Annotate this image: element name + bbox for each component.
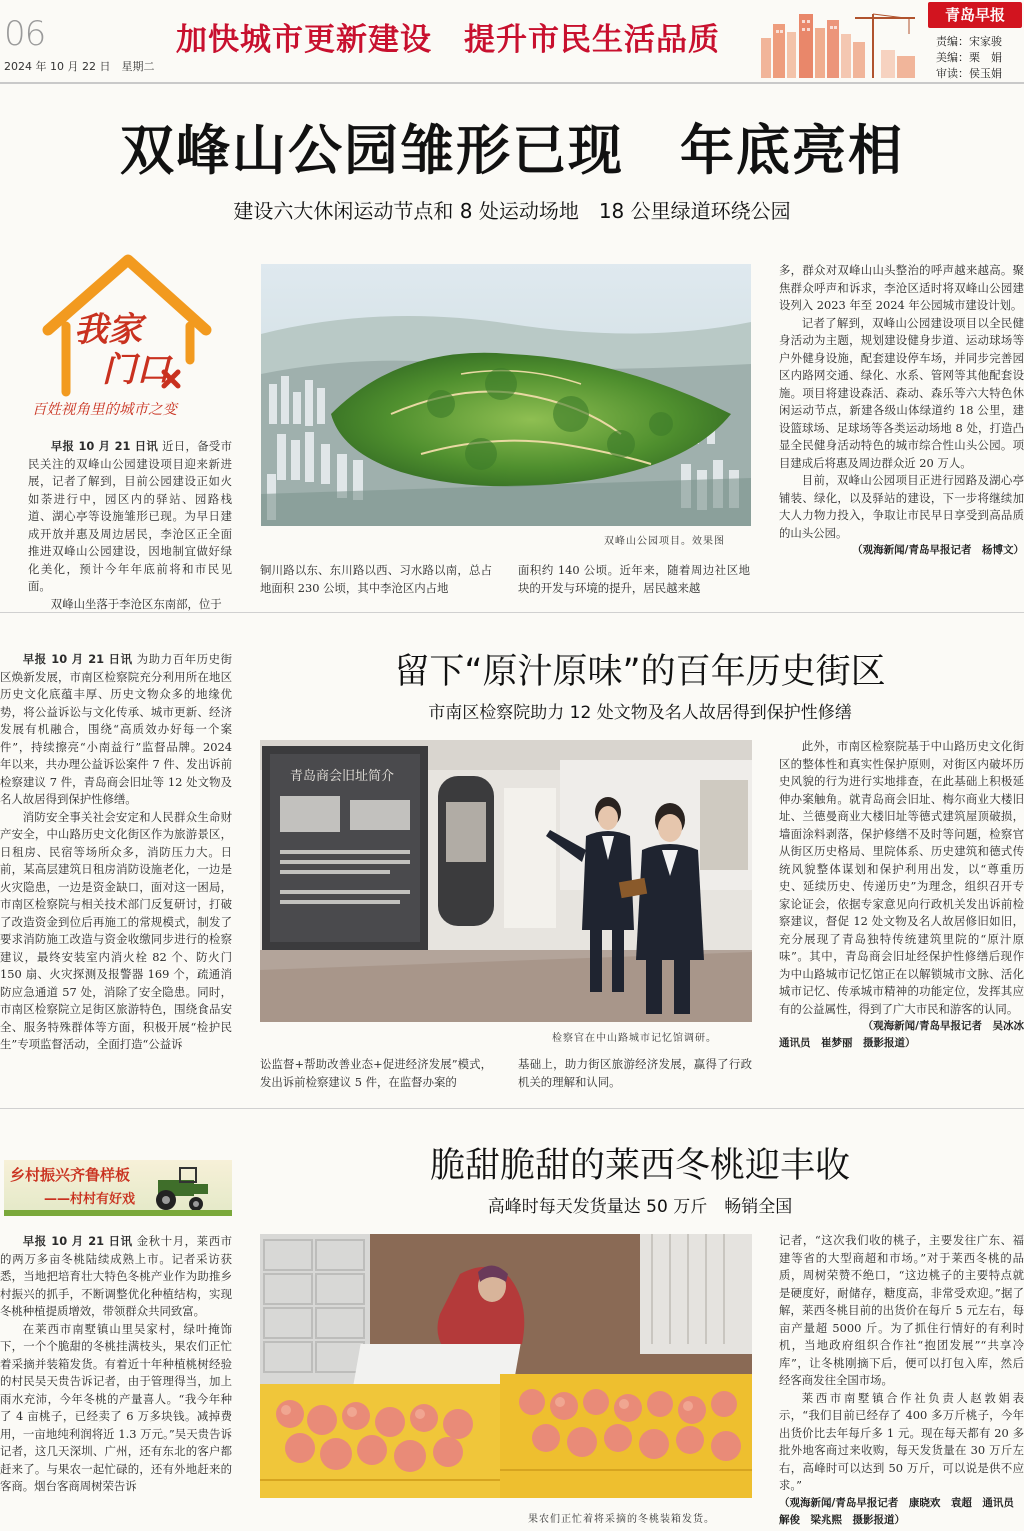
article1-column-1	[28, 438, 232, 613]
header-divider	[0, 82, 1024, 84]
article1-column-4	[779, 262, 1024, 559]
page-number: 06	[4, 14, 46, 54]
paragraph: 基础上，助力街区旅游经济发展，赢得了行政机关的理解和认同。	[518, 1057, 752, 1089]
paragraph: 此外，市南区检察院基于中山路历史文化街区的整体性和真实性保护原则，对街区内破坏历史风貌的行为进行实地排查，在此基础上积极延伸办案触角。就青岛商会旧址、梅尔商业大楼旧址、兰德曼商业大楼旧址等德式建筑屋顶破损，墙面涂料剥落，保护修缮不及时等问题，检察官从街区历史格局、里院体系、历史建筑和德式传统风貌整体谋划和保护利用出发，以“尊重历史、延续历史、传递历史”为理念，组织召开专家论证会，依据专家意见向行政机关发出诉前检察建议，督促 12 处文物及名人故居修旧如旧，充分展现了青岛独特传统建筑里院的“原汁原味”。其中，青岛商会旧址经保护性修缮后现作为中山路城市记忆馆正在以解锁城市文脉、活化城市记忆、传承城市精神的功能定位，发挥其应有的公益属性，得到了广大市民和游客的认同。	[779, 739, 1024, 1016]
byline: 通讯员 崔梦丽 摄影报道）	[779, 1037, 916, 1049]
paragraph: 记者，“这次我们收的桃子，主要发往广东、福建等省的大型商超和市场。”对于莱西冬桃的品质，周树荣赞不绝口，“这边桃子的主要特点就是硬度好，耐储存，糖度高，非常受欢迎。”据了解，莱西冬桃目前的出货价在每斤 5 元左右，每亩产量超 5000 斤。为了抓住行情好的有利时机，当地政府组织合作社“抱团发展”“共享冷库”，让冬桃刚摘下后，便可以打包入库，然后经客商发往全国市场。	[779, 1233, 1024, 1387]
column-logo-title: 乡村振兴齐鲁样板	[10, 1166, 131, 1184]
paragraph: 近日，备受市民关注的双峰山公园建设项目迎来新进展，记者了解到，目前公园建设正如火如荼进行中，园区内的驿站、园路栈道、湖心亭等设施雏形已现。为早日建成开放并惠及周边居民，李沧区正全面推进双峰山公园建设，因地制宜做好绿化美化，预计今年年底前将和市民见面。	[28, 439, 232, 593]
article2-column-1	[0, 651, 232, 1054]
paragraph: 为助力百年历史街区焕新发展，市南区检察院充分利用所在地区历史文化底蕴丰厚、历史文物众多的地缘优势，将公益诉讼与文化传承、城市更新、经济发展有机融合，围绕“高质效办好每一个案件”，持续擦亮“小南益行”监督品牌。2024 年以来，共办理公益诉讼案件 7 件、发出诉前检察建议 7 件，青岛商会旧址等 12 处文物及名人故居得到保护性修缮。	[0, 652, 232, 806]
dateline: 早报 10 月 21 日讯	[50, 439, 159, 453]
column-logo-rural	[4, 1160, 232, 1216]
section-divider	[0, 612, 1024, 613]
article3-headline: 脆甜脆甜的莱西冬桃迎丰收	[429, 1146, 850, 1186]
article1-subhead: 建设六大休闲运动节点和 8 处运动场地 18 公里绿道环绕公园	[233, 199, 791, 223]
prosecutors-museum-visit-photo	[260, 740, 752, 1022]
column-logo-title: 我家	[74, 310, 142, 350]
editor-credit-line: 责编：宋家骏	[936, 35, 1002, 48]
article3-column-4	[779, 1232, 1024, 1529]
grass-strip	[4, 1210, 232, 1216]
paragraph: 铜川路以东、东川路以西、习水路以南，总占地面积 230 公顷，其中李沧区内占地	[260, 563, 492, 595]
paragraph: 双峰山坐落于李沧区东南部，位于	[50, 596, 222, 611]
column-logo-subtitle: ——村村有好戏	[44, 1192, 136, 1207]
paragraph: 在莱西市南墅镇山里吴家村，绿叶掩饰下，一个个脆甜的冬桃挂满枝头，果农们正忙着采摘并装箱发货。有着近十年种植桃树经验的村民吴天贵告诉记者，由于管理得当，加上雨水充沛，今年冬桃的产量喜人。“我今年种了 4 亩桃子，已经卖了 6 万多块钱。减掉费用，一亩地纯利润将近 1.3 万元。”吴天贵告诉记者，这几天深圳、广州，还有东北的客户都赶来了。与果农一起忙碌的，还有外地赶来的客商。烟台客商周树荣告诉	[0, 1321, 232, 1493]
editor-credit-line: 审读：侯玉娟	[936, 67, 1002, 80]
article2-headline: 留下“原汁原味”的百年历史街区	[394, 652, 886, 692]
paragraph: 面积约 140 公顷。近年来，随着周边社区地块的开发与环境的提升，居民越来越	[518, 563, 750, 595]
photo-caption: 果农们正忙着将采摘的冬桃装箱发货。	[528, 1514, 715, 1525]
article2-column-4	[779, 738, 1024, 1052]
article2-subhead: 市南区检察院助力 12 处文物及名人故居得到保护性修缮	[428, 703, 852, 723]
article3-column-1	[0, 1233, 232, 1496]
section-divider	[0, 1108, 1024, 1109]
photo-caption: 检察官在中山路城市记忆馆调研。	[552, 1033, 717, 1044]
paragraph: 讼监督+帮助改善业态+促进经济发展”模式，发出诉前检察建议 5 件，在监督办案的	[260, 1057, 492, 1089]
exhibit-board-title: 青岛商会旧址简介	[290, 769, 395, 784]
tractor-icon	[138, 1160, 228, 1216]
editor-credits	[936, 34, 1002, 82]
newspaper-logo: 青岛早报	[928, 2, 1022, 28]
paragraph: 记者了解到，双峰山公园建设项目以全民健身活动为主题，规划建设健身步道、运动球场等户外健身设施，配套建设停车场，并同步完善园区内路网交通、绿化、水系、管网等其他配套设施。项目将建设森活、森动、森乐等六大特色休闲运动节点，新建各级山体绿道约 18 公里，建设篮球场、足球场等各类运动场地 8 处，打造凸显全民健身活动特色的城市综合性山头公园。项目建成后将惠及周边群众近 20 万人。	[779, 315, 1024, 470]
issue-date: 2024 年 10 月 22 日 星期二	[4, 60, 155, 73]
city-skyline-illustration	[755, 4, 925, 78]
peach-harvest-packing-photo	[260, 1234, 752, 1498]
page-section-slogan: 加快城市更新建设 提升市民生活品质	[176, 22, 720, 58]
paragraph: 莱西市南墅镇合作社负责人赵敦娟表示，“我们目前已经存了 400 多万斤桃子，今年出货价比去年每斤多 1 元。现在每天都有 20 多批外地客商过来收购，每天发货量在 30 万斤左右，高峰时可以达到 50 万斤，可以说是供不应求。”	[779, 1390, 1024, 1492]
article3-subhead: 高峰时每天发货量达 50 万斤 畅销全国	[487, 1197, 793, 1217]
paragraph: 消防安全事关社会安定和人民群众生命财产安全，中山路历史文化街区作为旅游景区，日租房、民宿等场所众多，消防压力大。日前，某高层建筑日租房消防设施老化，一边是火灾隐患，一边是资金缺口，面对这一困局，市南区检察院与相关技术部门反复研讨，打破了改造资金到位后再施工的常规模式，制发了要求消防施工改造与资金收缴同步进行的检察建议，最终安装室内消火栓 82 个、防火门 150 扇、火灾探测及报警器 169 个，疏通消防应急通道 57 处，消除了安全隐患。同时，市南区检察院立足街区旅游特色，围绕食品安全、服务特殊群体等方面，积极开展“检护民生”专项监督活动，全面打造“公益诉	[0, 809, 232, 1051]
photo-caption: 双峰山公园项目。效果图	[604, 536, 725, 547]
column-logo-title: 门口	[102, 350, 170, 390]
byline: （观海新闻/青岛早报记者 康晓欢 袁超 通讯员 解俊 梁兆熙 摄影报道）	[779, 1496, 1024, 1526]
aerial-park-rendering-photo	[261, 264, 751, 526]
paragraph: 目前，双峰山公园项目正进行园路及湖心亭铺装、绿化，以及驿站的建设，下一步将继续加大人力物力投入，争取让市民早日享受到高品质的山头公园。	[779, 473, 1024, 540]
article1-headline: 双峰山公园雏形已现 年底亮相	[120, 119, 904, 182]
column-logo-home	[30, 252, 220, 422]
paragraph: 金秋十月，莱西市的两万多亩冬桃陆续成熟上市。记者采访获悉，当地把培育壮大特色冬桃产业作为助推乡村振兴的抓手，不断调整优化种植结构，实现冬桃种植提质增效，带领群众共同致富。	[0, 1234, 232, 1318]
byline: （观海新闻/青岛早报记者 杨博文）	[852, 544, 1024, 556]
editor-credit-line: 美编：栗 娟	[936, 51, 1002, 64]
column-logo-tagline: 百姓视角里的城市之变	[32, 402, 177, 418]
dateline: 早报 10 月 21 日讯	[22, 652, 133, 666]
dateline: 早报 10 月 21 日讯	[22, 1234, 133, 1248]
paragraph: 多，群众对双峰山山头整治的呼声越来越高。聚焦群众呼声和诉求，李沧区适时将双峰山公园建设列入 2023 年至 2024 年公园城市建设计划。	[779, 263, 1024, 312]
byline: （观海新闻/青岛早报记者 吴冰冰	[862, 1020, 1024, 1032]
